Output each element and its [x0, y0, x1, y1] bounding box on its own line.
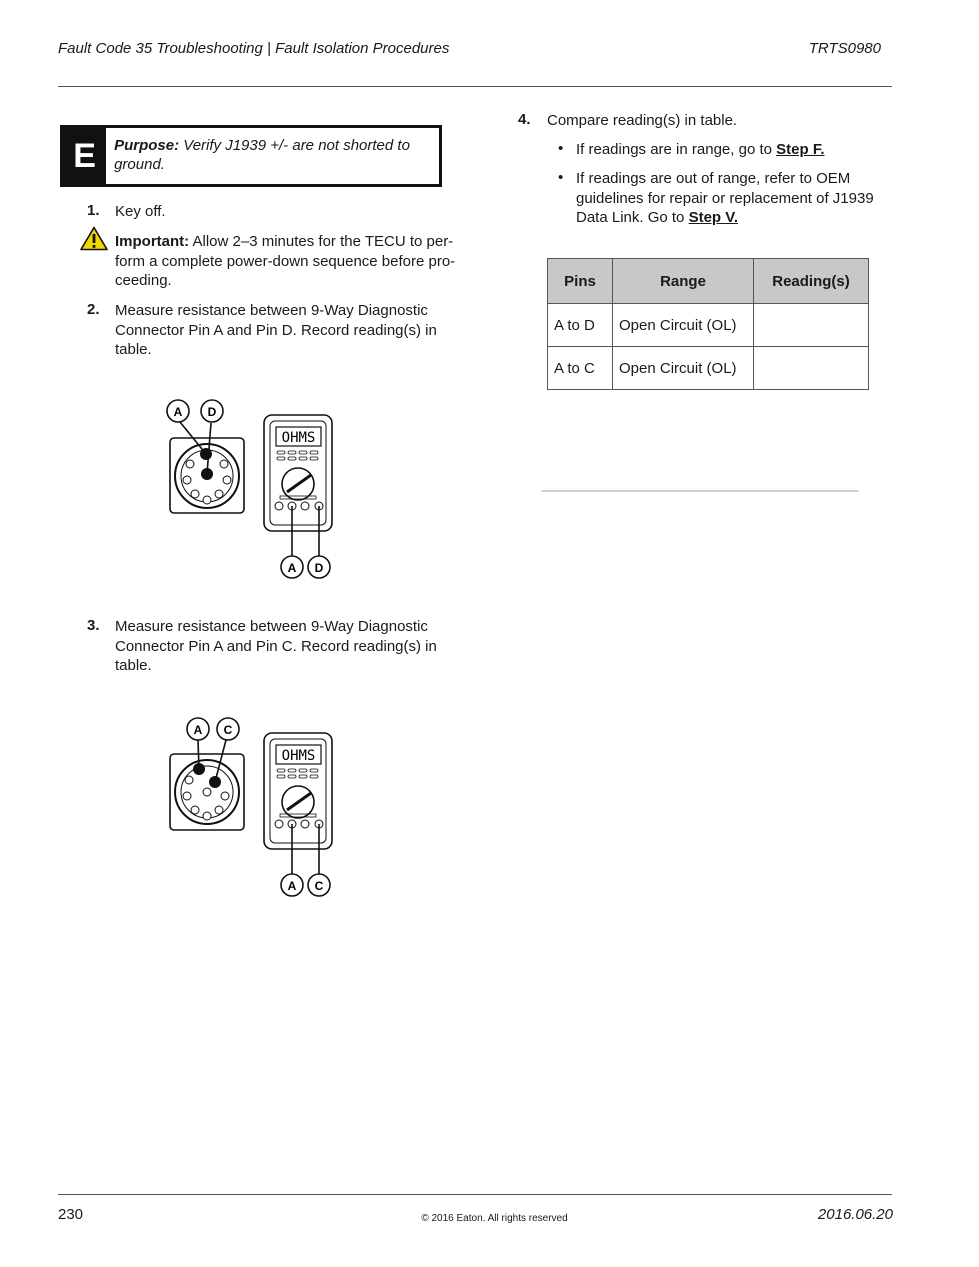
item-2-line: table. [115, 341, 152, 358]
important-label: Important: [115, 233, 190, 250]
cell-range: Open Circuit (OL) [613, 304, 754, 347]
step-letter: E [63, 128, 106, 184]
table-row [548, 304, 869, 347]
item-2-line: Measure resistance between 9-Way Diagnostic [115, 302, 428, 319]
item-4-number: 4. [518, 111, 531, 128]
warning-icon [80, 226, 108, 251]
col-header-range: Range [613, 259, 754, 304]
step-f-link[interactable]: Step F. [776, 141, 825, 158]
item-3-text [115, 617, 437, 676]
purpose-text: Verify J1939 +/- are not shorted to ground. [114, 137, 410, 173]
important-note [115, 232, 455, 291]
label-c-top-text: C [223, 723, 233, 737]
bullet-dot: • [558, 140, 564, 157]
bullet-out-line: Data Link. Go to [576, 209, 689, 226]
item-1-number: 1. [87, 202, 100, 219]
bullet-in-range-text: If readings are in range, go to [576, 141, 777, 158]
bullet-out-of-range [576, 169, 874, 228]
cell-pins: A to C [548, 347, 613, 390]
step-purpose [106, 128, 439, 184]
label-d-top-text: D [207, 405, 217, 419]
important-line-2: form a complete power-down sequence before pro- [115, 252, 456, 270]
cell-reading[interactable] [754, 347, 869, 390]
label-a-top-text: A [173, 405, 183, 419]
important-line-3: ceeding. [115, 272, 172, 289]
connector-multimeter-figure-ad [165, 396, 340, 582]
header-doc-id: TRTS0980 [808, 40, 881, 57]
copyright: © 2016 Eaton. All rights reserved [421, 1213, 568, 1224]
item-3-line: Measure resistance between 9-Way Diagnostic [115, 618, 428, 635]
display-text: OHMS [281, 430, 316, 446]
item-1-text: Key off. [115, 203, 166, 220]
display-text: OHMS [281, 748, 316, 764]
label-c-bottom-text: C [314, 879, 324, 893]
col-header-pins: Pins [548, 259, 613, 304]
table-header-row [548, 259, 869, 304]
item-2-text [115, 301, 437, 360]
cell-reading[interactable] [754, 304, 869, 347]
label-a-bottom-text: A [287, 879, 297, 893]
connector-multimeter-figure-ac [165, 714, 340, 900]
label-a-bottom-text: A [287, 561, 297, 575]
step-box [60, 125, 442, 187]
bullet-out-line: If readings are out of range, refer to OEM [576, 170, 851, 187]
bullet-dot: • [558, 169, 564, 186]
item-4-text: Compare reading(s) in table. [547, 112, 738, 129]
revision-date: 2016.06.20 [817, 1206, 893, 1223]
item-3-line: table. [115, 657, 152, 674]
item-2-number: 2. [87, 301, 100, 318]
table-row [548, 347, 869, 390]
bullet-in-range [576, 140, 824, 160]
cell-range: Open Circuit (OL) [613, 347, 754, 390]
item-3-number: 3. [87, 617, 100, 634]
bullet-out-line: guidelines for repair or replacement of J1939 [576, 189, 874, 207]
item-2-line: Connector Pin A and Pin D. Record reading(s) in [115, 321, 437, 339]
page-number: 230 [58, 1206, 84, 1223]
header-rule [58, 86, 892, 87]
item-3-line: Connector Pin A and Pin C. Record reading(s) in [115, 637, 437, 655]
footer-rule [58, 1194, 892, 1195]
readings-table [547, 258, 869, 390]
purpose-label: Purpose: [114, 137, 180, 154]
section-separator [541, 490, 859, 492]
col-header-readings: Reading(s) [754, 259, 869, 304]
important-line-1: Allow 2–3 minutes for the TECU to per- [189, 233, 454, 250]
header-title: Fault Code 35 Troubleshooting | Fault Isolation Procedures [58, 40, 450, 57]
label-a-top-text: A [193, 723, 203, 737]
step-v-link[interactable]: Step V. [688, 209, 739, 226]
label-d-bottom-text: D [314, 561, 324, 575]
cell-pins: A to D [548, 304, 613, 347]
